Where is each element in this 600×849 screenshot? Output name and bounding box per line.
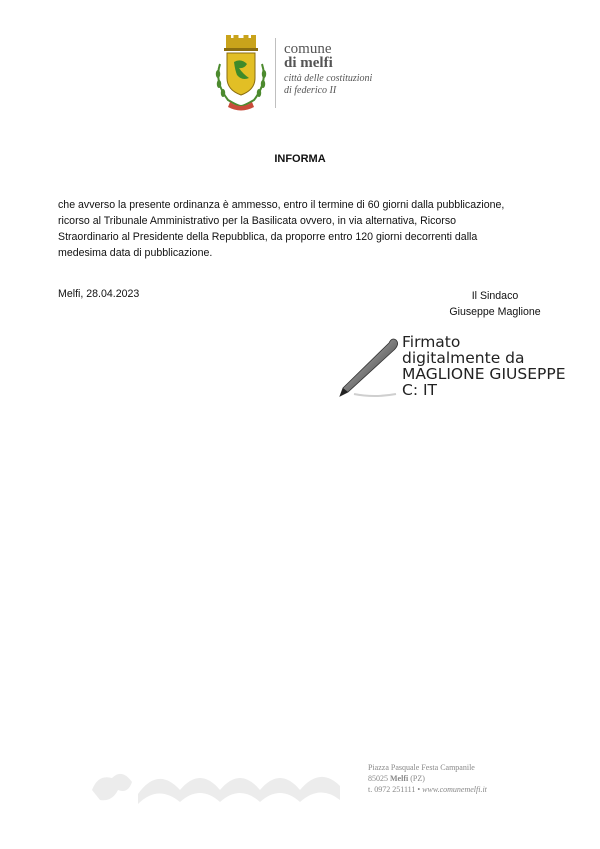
document-heading: INFORMA (274, 153, 326, 165)
footer-separator: • (417, 785, 421, 794)
decorative-frieze-icon (88, 760, 350, 810)
digital-signature-stamp (334, 334, 596, 404)
digital-signature-line4: C: IT (402, 381, 438, 399)
footer-phone-prefix: t. (368, 785, 373, 794)
municipality-subtitle-line2: di federico II (284, 85, 337, 96)
digital-signature-text (402, 334, 565, 398)
municipality-name (284, 42, 372, 97)
footer-contact-line (368, 784, 487, 795)
footer-street: Piazza Pasquale Festa Campanile (368, 763, 475, 772)
municipality-subtitle-line1: città delle costituzioni (284, 73, 373, 84)
body-line: medesima data di pubblicazione. (58, 247, 213, 259)
footer-website-link[interactable]: www.comunemelfi.it (422, 785, 487, 794)
digital-signature-line3: MAGLIONE GIUSEPPE (402, 365, 566, 383)
header-divider (275, 38, 276, 108)
signer-title: Il Sindaco (471, 290, 519, 302)
municipality-line2: di melfi (284, 55, 333, 71)
body-line: che avverso la presente ordinanza è ammesso, entro il termine di 60 giorni dalla pubblicazione, (58, 199, 505, 211)
coat-of-arms-icon (208, 34, 274, 114)
digital-signature-line2: digitalmente da (402, 349, 525, 367)
body-line: ricorso al Tribunale Amministrativo per la Basilicata ovvero, in via alternativa, Ricorso (58, 215, 457, 227)
pen-icon (334, 334, 402, 402)
footer-phone: 0972 251111 (374, 785, 416, 794)
signer-name: Giuseppe Maglione (449, 306, 541, 318)
footer-cap: 85025 (368, 774, 388, 783)
signature-block (440, 288, 550, 320)
footer-province: (PZ) (410, 774, 425, 783)
footer-address (368, 762, 487, 795)
municipality-subtitle (284, 73, 372, 97)
municipality-line1: comune (284, 41, 332, 57)
document-body (58, 197, 538, 261)
footer-city-line (368, 773, 487, 784)
municipality-header (208, 34, 428, 114)
digital-signature-line1: Firmato (402, 333, 461, 351)
footer-city: Melfi (390, 774, 409, 783)
body-line: Straordinario al Presidente della Repubblica, da proporre entro 120 giorni decorrenti dalla (58, 231, 478, 243)
place-date: Melfi, 28.04.2023 (58, 288, 140, 300)
